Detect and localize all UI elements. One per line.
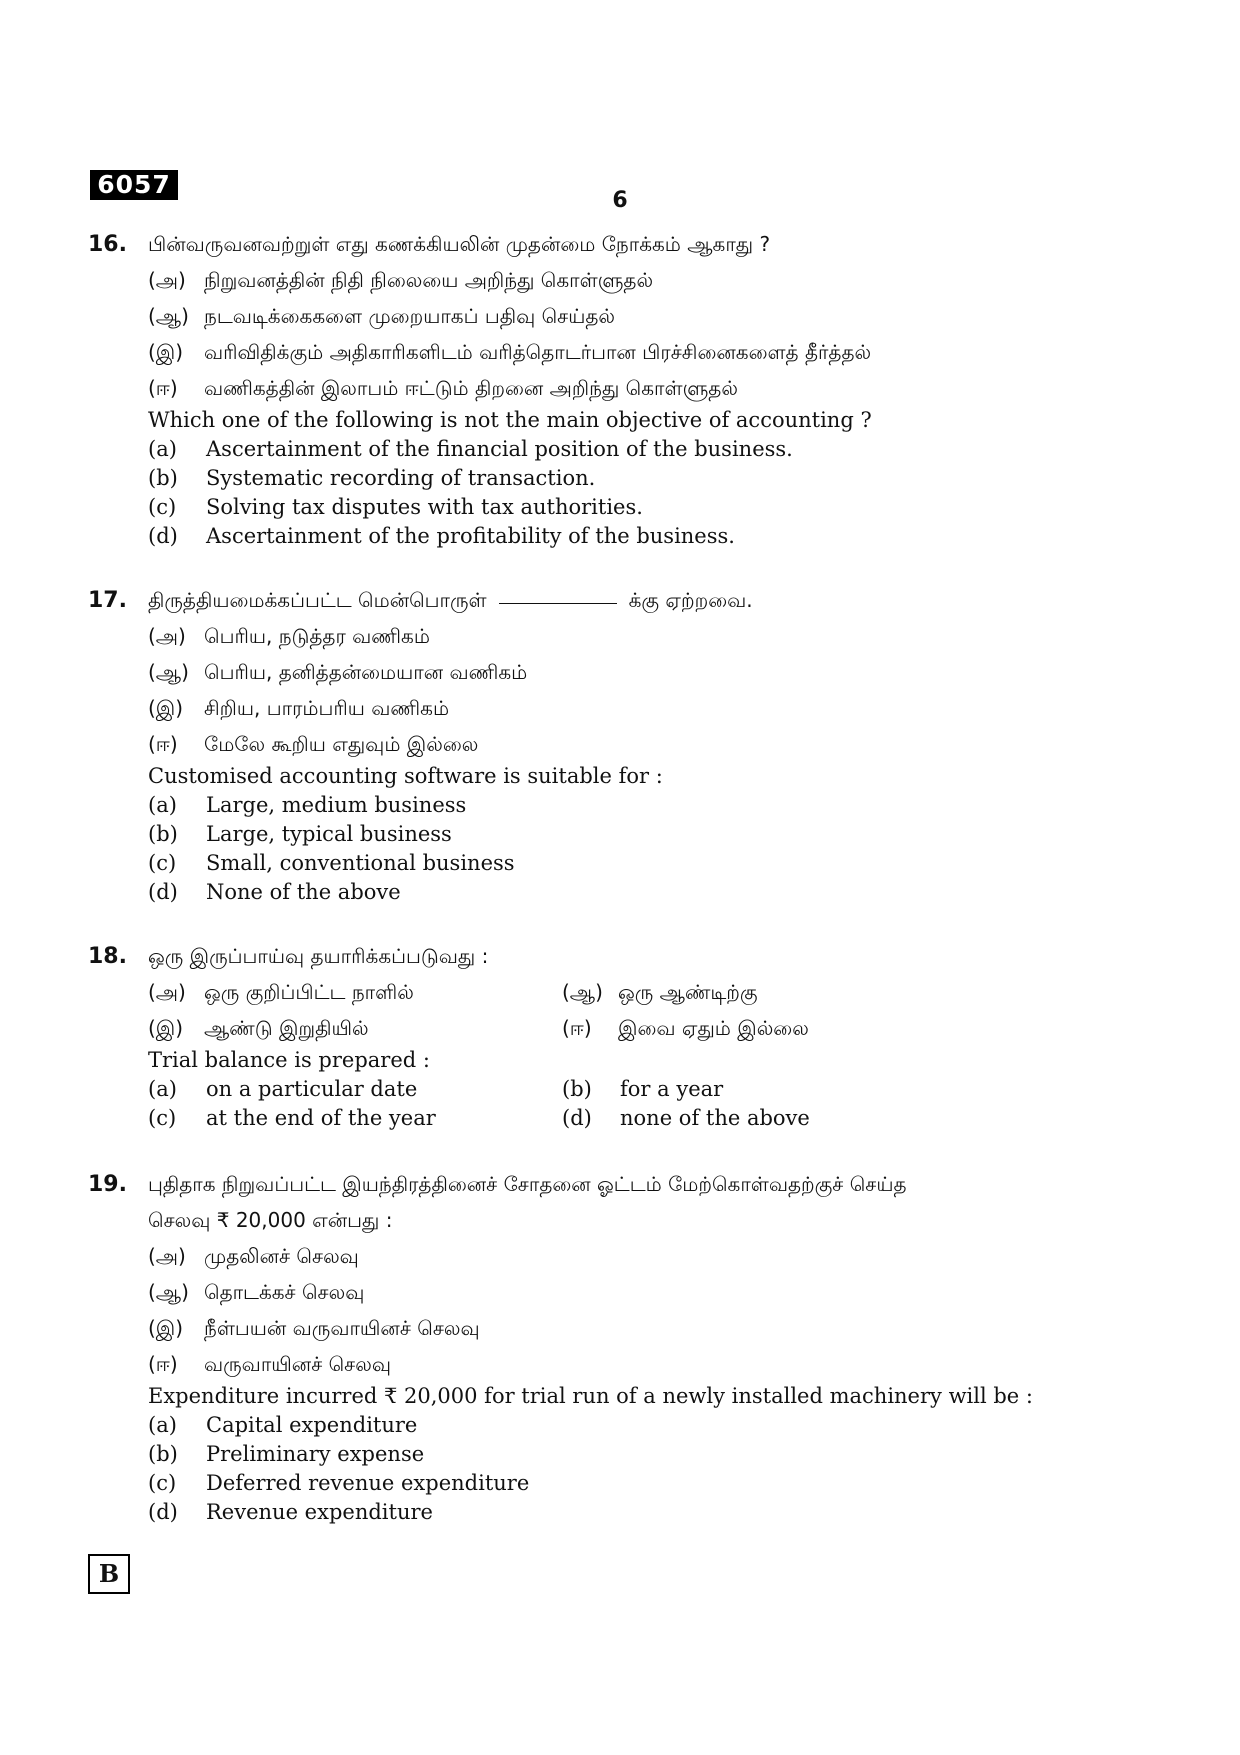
option-label: (ஆ)	[148, 1280, 189, 1304]
tamil-question-text: பின்வருவனவற்றுள் எது கணக்கியலின் முதன்மை நோக்கம் ஆகாது ?	[148, 232, 771, 256]
page-number: 6	[612, 188, 628, 213]
option-text: Large, medium business	[206, 793, 467, 817]
option-label: (c)	[148, 1471, 177, 1495]
tamil-option	[148, 334, 1148, 370]
option-text: on a particular date	[206, 1077, 418, 1101]
english-option	[148, 849, 1148, 878]
tamil-option	[148, 726, 1148, 762]
option-label: (a)	[148, 1413, 177, 1437]
option-label: (இ)	[148, 1016, 184, 1040]
option-text: பெரிய, தனித்தன்மையான வணிகம்	[204, 660, 528, 684]
tamil-option	[148, 262, 1148, 298]
option-text: ஒரு குறிப்பிட்ட நாளில்	[204, 980, 414, 1004]
option-label: (b)	[148, 466, 178, 490]
english-option	[148, 1411, 1148, 1440]
option-text: Revenue expenditure	[206, 1500, 433, 1524]
option-text: None of the above	[206, 880, 401, 904]
english-question-text: Trial balance is prepared :	[148, 1048, 430, 1072]
question-number: 18.	[88, 944, 127, 969]
option-label: (d)	[562, 1106, 592, 1130]
english-question-text: Expenditure incurred ₹ 20,000 for trial run of a newly installed machinery will be :	[148, 1384, 1033, 1408]
option-text: at the end of the year	[206, 1106, 436, 1130]
option-label: (ஈ)	[562, 1016, 592, 1040]
option-label: (இ)	[148, 340, 184, 364]
tamil-option	[148, 654, 1148, 690]
option-label: (அ)	[148, 1244, 186, 1268]
option-text: வரிவிதிக்கும் அதிகாரிகளிடம் வரித்தொடர்பான பிரச்சினைகளைத் தீர்த்தல்	[204, 340, 872, 364]
tamil-option	[148, 1238, 1148, 1274]
question-19	[88, 1166, 1148, 1527]
english-option	[562, 1075, 976, 1104]
option-text: ஒரு ஆண்டிற்கு	[618, 980, 758, 1004]
tamil-option	[148, 1274, 1148, 1310]
tamil-option	[148, 1310, 1148, 1346]
question-17	[88, 582, 1148, 907]
english-option	[148, 1469, 1148, 1498]
english-question-text: Which one of the following is not the main objective of accounting ?	[148, 408, 872, 432]
english-options-row	[148, 1104, 1148, 1133]
option-text: Solving tax disputes with tax authorities.	[206, 495, 643, 519]
option-text: Preliminary expense	[206, 1442, 425, 1466]
option-label: (ஆ)	[148, 660, 189, 684]
option-label: (a)	[148, 793, 177, 817]
question-text-before-blank: திருத்தியமைக்கப்பட்ட மென்பொருள்	[148, 588, 487, 612]
option-text: Capital expenditure	[206, 1413, 418, 1437]
option-text: ஆண்டு இறுதியில்	[204, 1016, 369, 1040]
option-label: (d)	[148, 524, 178, 548]
option-text: நடவடிக்கைகளை முறையாகப் பதிவு செய்தல்	[204, 304, 616, 328]
paper-code-badge: 6057	[90, 170, 178, 200]
option-label: (b)	[562, 1077, 592, 1101]
option-label: (ஈ)	[148, 1352, 178, 1376]
option-text: தொடக்கச் செலவு	[204, 1280, 365, 1304]
option-text: Ascertainment of the profitability of the business.	[206, 524, 735, 548]
tamil-option	[148, 1010, 562, 1046]
english-option	[148, 435, 1148, 464]
tamil-option	[148, 690, 1148, 726]
tamil-option	[562, 974, 976, 1010]
option-text: Large, typical business	[206, 822, 452, 846]
option-text: for a year	[620, 1077, 724, 1101]
question-text-after-blank: க்கு ஏற்றவை.	[628, 588, 753, 612]
english-option	[148, 464, 1148, 493]
option-label: (ஈ)	[148, 732, 178, 756]
english-option	[148, 1075, 562, 1104]
tamil-option	[148, 974, 562, 1010]
option-label: (a)	[148, 1077, 177, 1101]
english-option	[148, 791, 1148, 820]
option-text: நிறுவனத்தின் நிதி நிலையை அறிந்து கொள்ளுதல்	[204, 268, 654, 292]
tamil-option	[148, 618, 1148, 654]
option-label: (ஈ)	[148, 376, 178, 400]
option-text: சிறிய, பாரம்பரிய வணிகம்	[204, 696, 450, 720]
question-number: 16.	[88, 232, 127, 257]
option-text: வணிகத்தின் இலாபம் ஈட்டும் திறனை அறிந்து கொள்ளுதல்	[204, 376, 738, 400]
english-options-row	[148, 1075, 1148, 1104]
tamil-option	[148, 1346, 1148, 1382]
tamil-question-text: புதிதாக நிறுவப்பட்ட இயந்திரத்தினைச் சோதனை ஓட்டம் மேற்கொள்வதற்குச் செய்த	[148, 1172, 907, 1196]
english-option	[148, 522, 1148, 551]
tamil-option	[148, 370, 1148, 406]
option-text: பெரிய, நடுத்தர வணிகம்	[204, 624, 430, 648]
option-label: (ஆ)	[562, 980, 603, 1004]
english-option	[148, 1104, 562, 1133]
option-text: Systematic recording of transaction.	[206, 466, 596, 490]
tamil-option	[562, 1010, 976, 1046]
option-label: (இ)	[148, 1316, 184, 1340]
option-text: none of the above	[620, 1106, 810, 1130]
option-label: (c)	[148, 495, 177, 519]
english-option	[148, 493, 1148, 522]
english-question-text: Customised accounting software is suitable for :	[148, 764, 663, 788]
option-text: மேலே கூறிய எதுவும் இல்லை	[204, 732, 479, 756]
option-text: முதலினச் செலவு	[204, 1244, 359, 1268]
option-label: (அ)	[148, 980, 186, 1004]
option-label: (இ)	[148, 696, 184, 720]
tamil-options-row	[148, 1010, 1148, 1046]
english-option	[148, 878, 1148, 907]
option-label: (d)	[148, 1500, 178, 1524]
option-label: (b)	[148, 1442, 178, 1466]
english-option	[148, 1498, 1148, 1527]
english-option	[562, 1104, 976, 1133]
option-text: இவை ஏதும் இல்லை	[618, 1016, 809, 1040]
english-option	[148, 820, 1148, 849]
tamil-options-row	[148, 974, 1148, 1010]
option-label: (b)	[148, 822, 178, 846]
tamil-question-text: செலவு ₹ 20,000 என்பது :	[148, 1208, 393, 1232]
question-18	[88, 938, 1148, 1133]
option-text: நீள்பயன் வருவாயினச் செலவு	[204, 1316, 480, 1340]
option-label: (அ)	[148, 268, 186, 292]
option-label: (அ)	[148, 624, 186, 648]
option-label: (ஆ)	[148, 304, 189, 328]
question-number: 17.	[88, 588, 127, 613]
option-label: (a)	[148, 437, 177, 461]
option-label: (c)	[148, 1106, 177, 1130]
option-label: (d)	[148, 880, 178, 904]
booklet-series-box: B	[88, 1554, 130, 1594]
tamil-question-text: ஒரு இருப்பாய்வு தயாரிக்கப்படுவது :	[148, 944, 489, 968]
option-text: Ascertainment of the financial position of the business.	[206, 437, 793, 461]
tamil-option	[148, 298, 1148, 334]
option-text: Small, conventional business	[206, 851, 515, 875]
option-label: (c)	[148, 851, 177, 875]
option-text: Deferred revenue expenditure	[206, 1471, 530, 1495]
tamil-question-text	[148, 582, 1148, 618]
option-text: வருவாயினச் செலவு	[204, 1352, 392, 1376]
question-number: 19.	[88, 1172, 127, 1197]
question-16	[88, 226, 1148, 551]
fill-in-blank	[499, 603, 617, 604]
english-option	[148, 1440, 1148, 1469]
